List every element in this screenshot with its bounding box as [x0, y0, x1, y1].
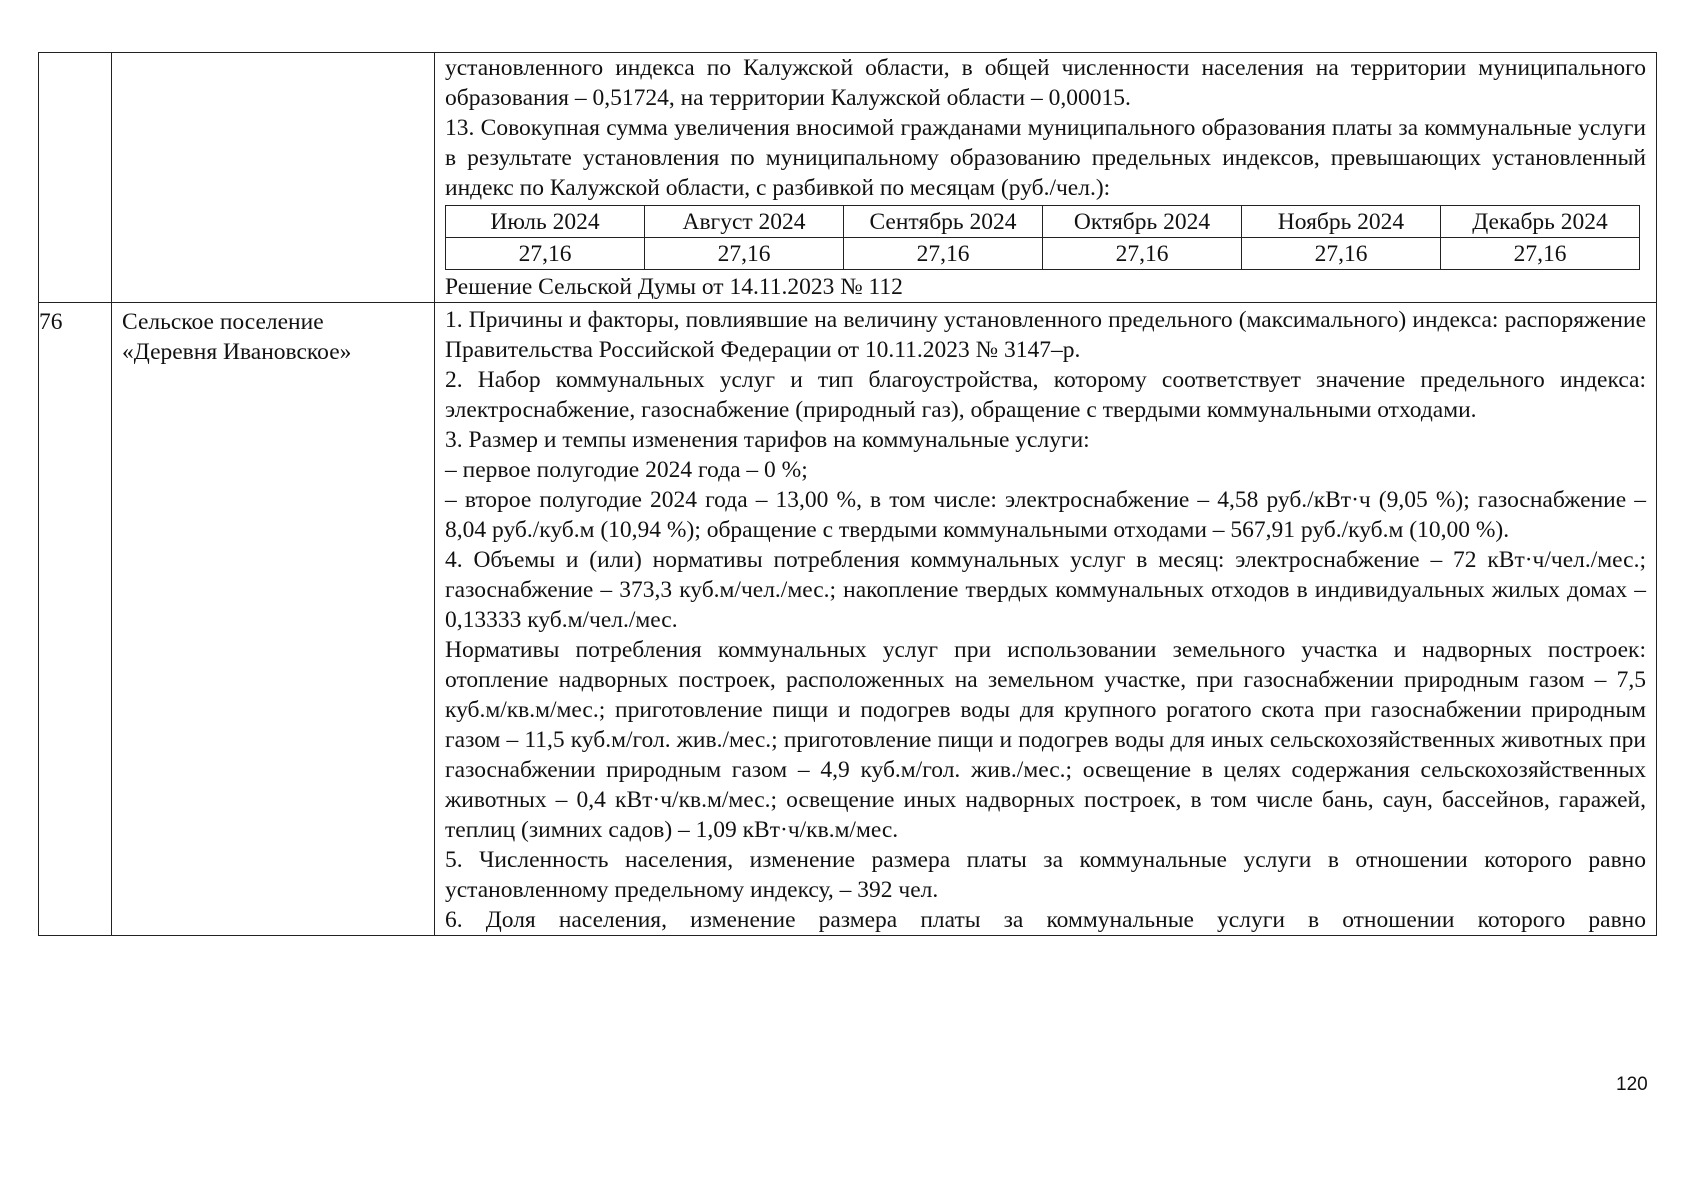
month-header: Август 2024 [645, 206, 844, 238]
municipality-name-cell [112, 53, 435, 303]
month-value: 27,16 [446, 238, 645, 270]
month-header: Сентябрь 2024 [844, 206, 1043, 238]
table-row-76 [39, 303, 1657, 936]
paragraph-3-first-half: – первое полугодие 2024 года – 0 %; [445, 457, 808, 483]
municipality-name-line2: «Деревня Ивановское» [122, 339, 352, 365]
month-header: Ноябрь 2024 [1242, 206, 1441, 238]
month-value: 27,16 [1242, 238, 1441, 270]
month-header: Декабрь 2024 [1441, 206, 1640, 238]
row-number-cell [39, 53, 112, 303]
description-cell [435, 303, 1657, 936]
paragraph-2: 2. Набор коммунальных услуг и тип благоустройства, которому соответствует значение предельного индекса: электроснабжение, газоснабжение (природный газ), обращение с твердыми коммунальными отходами. [445, 367, 1646, 423]
month-value: 27,16 [1441, 238, 1640, 270]
decision-reference: Решение Сельской Думы от 14.11.2023 № 112 [445, 274, 903, 300]
paragraph-1: 1. Причины и факторы, повлиявшие на величину установленного предельного (максимального) индекса: распоряжение Правительства Российской Федерации от 10.11.2023 № 3147–р. [445, 307, 1646, 363]
paragraph-3-second-half: – второе полугодие 2024 года – 13,00 %, в том числе: электроснабжение – 4,58 руб./кВт·ч (9,05 %); газоснабжение – 8,04 руб./куб.м (10,94 %); обращение с твердыми коммунальными отходами – 567,91 руб./куб.м (10,00 %). [445, 487, 1646, 543]
paragraph-4-norms: Нормативы потребления коммунальных услуг при использовании земельного участка и надворных построек: отопление надворных построек, расположенных на земельном участке, при газоснабжении природным газом – 7,5 куб.м/кв.м/мес.; приготовление пищи и подогрев воды для крупного рогатого скота при газоснабжении природным газом – 11,5 куб.м/гол. жив./мес.; приготовление пищи и подогрев воды для иных сельскохозяйственных животных при газоснабжении природным газом – 4,9 куб.м/гол. жив./мес.; освещение в целях содержания сельскохозяйственных животных – 0,4 кВт·ч/кв.м/мес.; освещение иных надворных построек, в том числе бань, саун, бассейнов, гаражей, теплиц (зимних садов) – 1,09 кВт·ч/кв.м/мес. [445, 637, 1646, 843]
month-value-row [446, 238, 1640, 270]
paragraph-6: 6. Доля населения, изменение размера платы за коммунальные услуги в отношении которого равно [445, 907, 1646, 933]
month-value: 27,16 [1043, 238, 1242, 270]
paragraph-4: 4. Объемы и (или) нормативы потребления коммунальных услуг в месяц: электроснабжение – 72 кВт·ч/чел./мес.; газоснабжение – 373,3 куб.м/чел./мес.; накопление твердых коммунальных отходов в индивидуальных жилых домах – 0,13333 куб.м/чел./мес. [445, 547, 1646, 633]
paragraph-5: 5. Численность населения, изменение размера платы за коммунальные услуги в отношении которого равно установленному предельному индексу, – 392 чел. [445, 847, 1646, 903]
row-number-cell [39, 303, 112, 936]
month-value: 27,16 [645, 238, 844, 270]
page-number: 120 [1616, 1074, 1648, 1095]
table-row-previous-municipality [39, 53, 1657, 303]
month-value: 27,16 [844, 238, 1043, 270]
paragraph-3: 3. Размер и темпы изменения тарифов на коммунальные услуги: [445, 427, 1090, 453]
monthly-increase-table [445, 205, 1640, 270]
paragraph-13: 13. Совокупная сумма увеличения вносимой гражданами муниципального образования платы за коммунальные услуги в результате установления по муниципальному образованию предельных индексов, превышающих установленный индекс по Калужской области, с разбивкой по месяцам (руб./чел.): [445, 115, 1646, 201]
description-cell [435, 53, 1657, 303]
month-header: Октябрь 2024 [1043, 206, 1242, 238]
municipality-name-cell [112, 303, 435, 936]
month-header-row [446, 206, 1640, 238]
month-header: Июль 2024 [446, 206, 645, 238]
tariff-index-table [38, 52, 1657, 936]
paragraph-12-continuation: установленного индекса по Калужской области, в общей численности населения на территории муниципального образования – 0,51724, на территории Калужской области – 0,00015. [445, 55, 1646, 111]
municipality-name-line1: Сельское поселение [122, 309, 324, 335]
row-number: 76 [39, 309, 63, 335]
